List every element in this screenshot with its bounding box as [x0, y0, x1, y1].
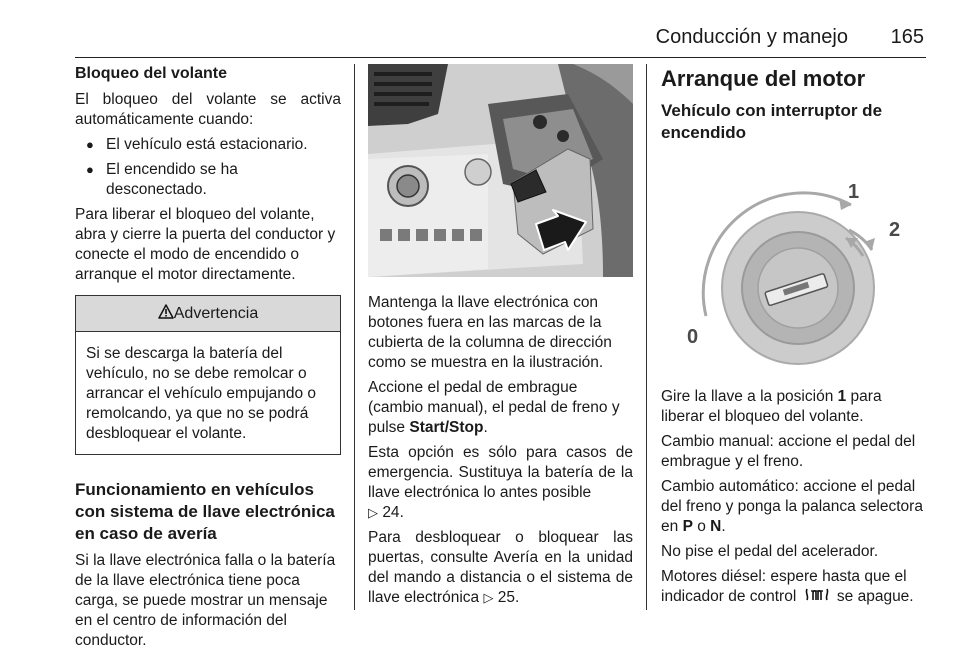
text-span: Accione el pedal de embrague (cambio manual), el pedal de freno y pulse: [368, 379, 620, 436]
warning-box: [75, 295, 341, 455]
page-reference-arrow-icon: ▷: [483, 590, 494, 605]
paragraph: Cambio manual: accione el pedal del embrague y el freno.: [661, 433, 916, 470]
running-title: Conducción y manejo: [655, 26, 848, 48]
text-span: .: [721, 518, 726, 535]
column-middle: [368, 64, 633, 613]
paragraph: [368, 378, 633, 438]
warning-header: [76, 296, 340, 332]
subsection-heading: Vehículo con interruptor de encendido: [661, 101, 883, 142]
paragraph: No pise el pedal del acelerador.: [661, 543, 879, 560]
paragraph: [661, 567, 927, 607]
column-divider: [646, 64, 647, 610]
text-span: Esta opción es sólo para casos de emergencia. Sustituya la batería de la llave electrónica lo antes posible: [368, 444, 633, 501]
text-span: .: [483, 419, 488, 436]
text-span: se apague.: [836, 588, 914, 605]
section-title: Arranque del motor: [661, 66, 866, 91]
text-span: o: [692, 518, 711, 535]
page-reference[interactable]: 24: [382, 504, 400, 521]
steering-column-illustration: [368, 64, 633, 277]
text-span: para liberar el bloqueo del volante.: [661, 388, 882, 425]
gear-p-label: P: [682, 518, 693, 535]
text-span: Gire la llave a la posición: [661, 388, 838, 405]
text-span: Motores diésel: espere hasta que el indicador de control: [661, 568, 907, 605]
page-reference-arrow-icon: ▷: [368, 505, 378, 520]
gear-n-label: N: [710, 518, 722, 535]
list-item: ● El encendido se ha desconectado.: [75, 160, 341, 200]
text-span: Para desbloquear o bloquear las puertas, consulte Avería en la unidad del mando a distancia o el sistema de llave electrónica: [368, 529, 633, 606]
section-heading: Bloqueo del volante: [75, 65, 228, 82]
paragraph: [661, 387, 927, 427]
warning-triangle-icon: [158, 304, 174, 319]
paragraph: Esta opción es sólo para casos de emergencia. Sustituya la batería de la llave electrónica lo antes posible ▷ 24.: [368, 444, 633, 521]
position-2-label: 2: [889, 219, 901, 241]
position-value: 1: [837, 388, 847, 405]
column-right: [661, 64, 927, 612]
position-0-label: 0: [687, 326, 699, 348]
preheat-glow-plug-icon: [803, 587, 831, 603]
ignition-switch-figure: [661, 158, 927, 373]
paragraph: Para liberar el bloqueo del volante, abra y cierre la puerta del conductor y conecte el modo de encendido o arranque el motor directamente.: [75, 206, 336, 283]
paragraph: El bloqueo del volante se activa automáticamente cuando:: [75, 91, 341, 128]
paragraph: Mantenga la llave electrónica con botones fuera en las marcas de la cubierta de la columna de dirección como se muestra en la ilustración.: [368, 294, 612, 371]
list-item: ● El vehículo está estacionario.: [75, 135, 341, 155]
paragraph: Si la llave electrónica falla o la batería de la llave electrónica tiene poca carga, se puede mostrar un mensaje en el centro de información del conductor.: [75, 552, 336, 649]
warning-text: Si se descarga la batería del vehículo, no se debe remolcar o arrancar el vehículo empujando o remolcando, ya que no se podrá desbloquear el volante.: [86, 345, 317, 442]
text-span: Cambio automático: accione el pedal del freno y ponga la palanca selectora en: [661, 478, 923, 535]
page-reference[interactable]: 25: [497, 589, 516, 606]
column-left: [75, 64, 341, 656]
column-divider: [354, 64, 355, 610]
paragraph: Para desbloquear o bloquear las puertas, consulte Avería en la unidad del mando a distancia o el sistema de llave electrónica ▷ 25.: [368, 529, 633, 606]
paragraph: [661, 477, 927, 537]
warning-title: Advertencia: [173, 305, 259, 322]
position-1-label: 1: [848, 181, 860, 203]
bullet-list: [75, 135, 341, 200]
page-header: [75, 26, 926, 58]
start-stop-button-label: Start/Stop: [409, 419, 484, 436]
page-number: 165: [890, 26, 924, 48]
section-heading: Funcionamiento en vehículos con sistema de llave electrónica en caso de avería: [75, 480, 335, 543]
